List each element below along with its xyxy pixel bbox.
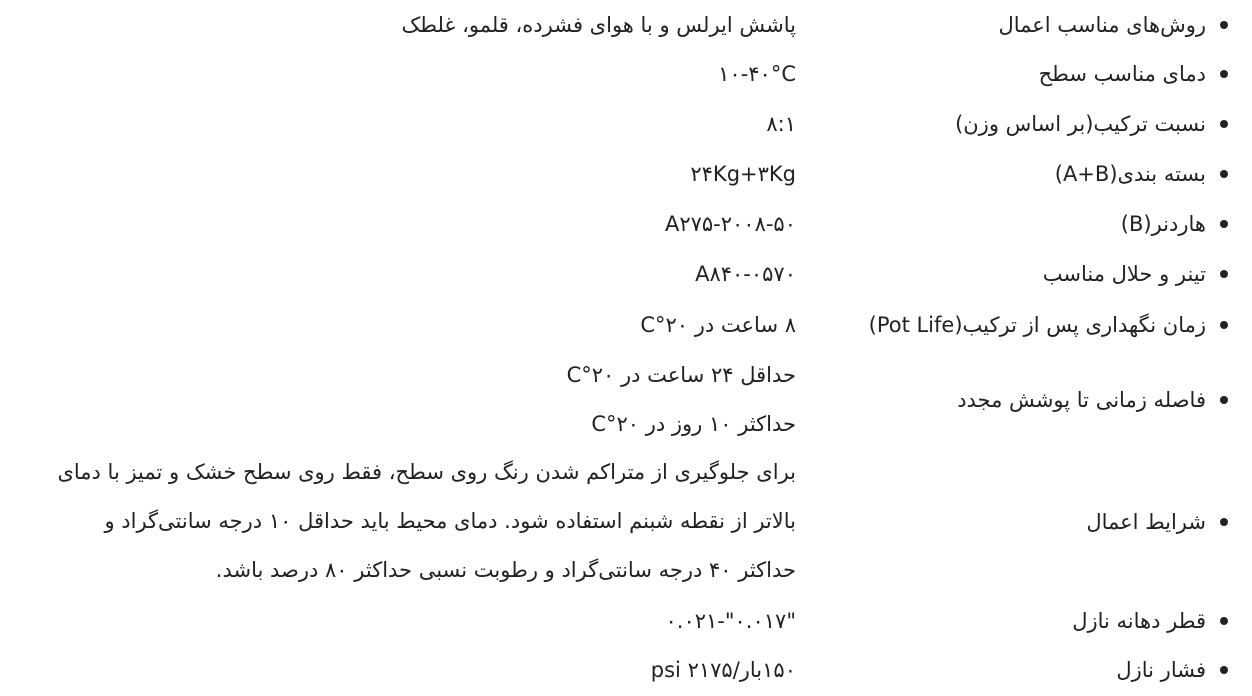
spec-row-recoat-interval (0, 351, 1252, 449)
spec-label: فاصله زمانی تا پوشش مجدد (957, 388, 1206, 412)
bullet-icon (1220, 321, 1228, 329)
spec-value: A۸۴۰-۰۵۷۰ (695, 261, 796, 286)
spec-row-surface-temperature (0, 49, 1252, 98)
spec-label: دمای مناسب سطح (1038, 61, 1206, 86)
spec-label: هاردنر(B) (1120, 211, 1206, 236)
spec-row-thinner (0, 249, 1252, 298)
spec-row-nozzle-pressure (0, 645, 1252, 694)
spec-value: ۲۴Kg+۳Kg (690, 161, 796, 186)
spec-value: ۸:۱ (766, 111, 796, 136)
spec-value: حداقل ۲۴ ساعت در ۲۰°C (566, 363, 796, 387)
spec-label: قطر دهانه نازل (1072, 608, 1206, 633)
bullet-icon (1220, 220, 1228, 228)
spec-value: ۸ ساعت در ۲۰°C (640, 312, 796, 337)
bullet-icon (1220, 21, 1228, 29)
bullet-icon (1220, 396, 1228, 404)
spec-row-application-methods (0, 0, 1252, 49)
spec-label: روش‌های مناسب اعمال (998, 12, 1206, 37)
spec-value-group (6, 351, 796, 449)
spec-row-application-conditions (0, 448, 1252, 595)
spec-value: ۱۰-۴۰°C (718, 61, 796, 86)
spec-label: شرایط اعمال (1086, 509, 1206, 534)
spec-value: حداکثر ۴۰ درجه سانتی‌گراد و رطوبت نسبی حداکثر ۸۰ درصد باشد. (215, 558, 796, 582)
spec-value-group (6, 448, 796, 595)
spec-row-hardener (0, 199, 1252, 248)
spec-row-mix-ratio (0, 99, 1252, 148)
spec-value: برای جلوگیری از متراکم شدن رنگ روی سطح، فقط روی سطح خشک و تمیز با دمای (57, 460, 796, 484)
bullet-icon (1220, 617, 1228, 625)
bullet-icon (1220, 666, 1228, 674)
spec-row-pot-life (0, 300, 1252, 349)
spec-value: حداکثر ۱۰ روز در ۲۰°C (591, 412, 796, 436)
spec-row-packaging (0, 149, 1252, 198)
spec-row-nozzle-diameter (0, 596, 1252, 645)
spec-label: زمان نگهداری پس از ترکیب(Pot Life) (868, 312, 1206, 337)
spec-value: ۱۵۰بار/۲۱۷۵ psi (650, 657, 796, 682)
spec-label: فشار نازل (1116, 657, 1206, 682)
bullet-icon (1220, 170, 1228, 178)
spec-label: بسته بندی(A+B) (1054, 161, 1206, 186)
spec-value: A۲۷۵-۲۰۰۸-۵۰ (664, 211, 796, 236)
bullet-icon (1220, 270, 1228, 278)
bullet-icon (1220, 120, 1228, 128)
spec-value: "۰.۰۱۷"-۰.۰۲۱ (665, 608, 796, 633)
bullet-icon (1220, 518, 1228, 526)
spec-value: پاشش ایرلس و با هوای فشرده، قلمو، غلطک (401, 12, 796, 37)
spec-label: تینر و حلال مناسب (1042, 261, 1206, 286)
spec-value: بالاتر از نقطه شبنم استفاده شود. دمای محیط باید حداقل ۱۰ درجه سانتی‌گراد و (104, 509, 796, 533)
bullet-icon (1220, 70, 1228, 78)
spec-label: نسبت ترکیب(بر اساس وزن) (955, 111, 1206, 136)
